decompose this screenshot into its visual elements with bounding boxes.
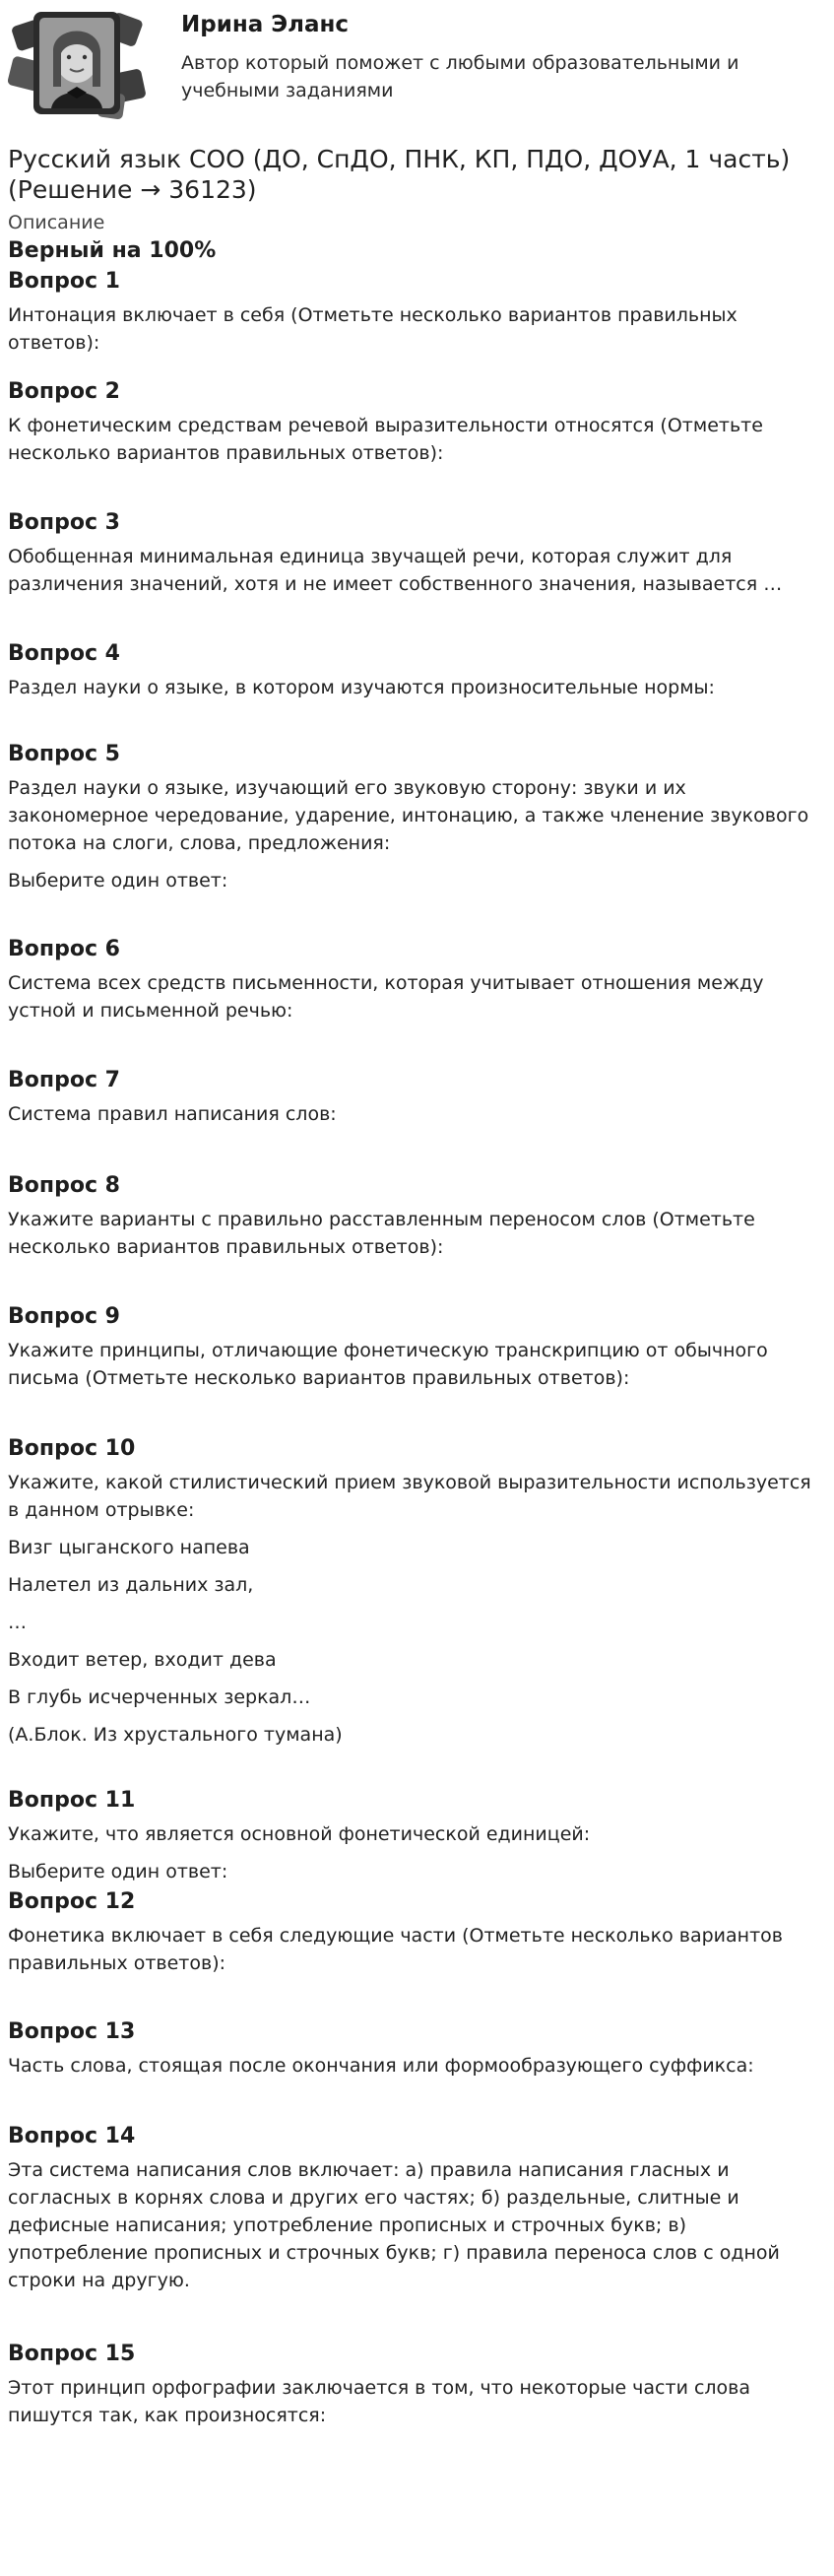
question-text: Выберите один ответ: <box>8 870 228 892</box>
question-body <box>8 774 825 894</box>
author-avatar[interactable] <box>8 8 146 122</box>
question-title: Вопрос 14 <box>8 2124 136 2148</box>
question-text: Эта система написания слов включает: а) правила написания гласных и согласных в корнях слова и других его частях; б) раздельные, слитные и дефисные написания; употребление прописных и строчных букв; в) употребление прописных и строчных букв; г) правила переноса слов с одной строки на другую. <box>8 2159 780 2291</box>
author-card <box>8 6 825 124</box>
question-title: Вопрос 6 <box>8 937 120 961</box>
question-text: Укажите, что является основной фонетической единицей: <box>8 1823 591 1845</box>
question-item <box>8 268 825 366</box>
question-body <box>8 1820 825 1885</box>
question-item <box>8 2123 825 2304</box>
question-text: Система всех средств письменности, которая учитывает отношения между устной и письменной речью: <box>8 972 764 1022</box>
question-body <box>8 1206 825 1261</box>
question-item <box>8 1888 825 1987</box>
question-item <box>8 640 825 711</box>
question-text: Укажите принципы, отличающие фонетическую транскрипцию от обычного письма (Отметьте несколько вариантов правильных ответов): <box>8 1340 768 1389</box>
question-title: Вопрос 4 <box>8 641 120 666</box>
question-item <box>8 1435 825 1758</box>
question-item <box>8 1787 825 1895</box>
question-body <box>8 1922 825 1977</box>
question-body <box>8 301 825 357</box>
question-item <box>8 936 825 1034</box>
question-title: Вопрос 9 <box>8 1304 120 1329</box>
question-item <box>8 741 825 904</box>
question-text: Фонетика включает в себя следующие части (Отметьте несколько вариантов правильных ответов): <box>8 1925 783 1974</box>
question-text: К фонетическим средствам речевой выразительности относятся (Отметьте несколько вариантов правильных ответов): <box>8 415 763 464</box>
question-title: Вопрос 12 <box>8 1889 136 1914</box>
question-body <box>8 969 825 1024</box>
question-title: Вопрос 1 <box>8 269 120 294</box>
question-text: Входит ветер, входит дева <box>8 1649 277 1671</box>
question-text: Раздел науки о языке, изучающий его звуковую сторону: звуки и их закономерное чередование, ударение, интонацию, а также членение звукового потока на слоги, слова, предложения: <box>8 777 809 854</box>
question-title: Вопрос 3 <box>8 510 120 535</box>
question-item <box>8 2018 825 2089</box>
question-text: … <box>8 1612 27 1633</box>
verified-label: Верный на 100% <box>8 238 217 263</box>
question-title: Вопрос 8 <box>8 1173 120 1198</box>
question-text: В глубь исчерченных зеркал… <box>8 1686 311 1708</box>
question-body <box>8 543 825 598</box>
question-title: Вопрос 2 <box>8 379 120 404</box>
author-name[interactable]: Ирина Эланс <box>181 12 350 37</box>
question-title: Вопрос 10 <box>8 1436 136 1461</box>
question-text: (А.Блок. Из хрустального тумана) <box>8 1724 343 1746</box>
question-text: Интонация включает в себя (Отметьте несколько вариантов правильных ответов): <box>8 304 738 354</box>
question-item <box>8 509 825 608</box>
question-item <box>8 1303 825 1402</box>
question-item <box>8 2341 825 2439</box>
question-title: Вопрос 7 <box>8 1068 120 1092</box>
question-title: Вопрос 11 <box>8 1788 136 1813</box>
question-text: Визг цыганского напева <box>8 1537 250 1558</box>
question-item <box>8 1172 825 1271</box>
question-text: Система правил написания слов: <box>8 1103 337 1125</box>
question-body <box>8 2052 825 2080</box>
question-item <box>8 1067 825 1138</box>
question-text: Обобщенная минимальная единица звучащей речи, которая служит для различения значений, хотя и не имеет собственного значения, называется … <box>8 546 783 595</box>
author-description: Автор который поможет с любыми образовательными и учебными заданиями <box>181 52 739 101</box>
question-item <box>8 378 825 477</box>
question-body <box>8 1100 825 1128</box>
question-text: Раздел науки о языке, в котором изучаются произносительные нормы: <box>8 677 715 698</box>
question-title: Вопрос 13 <box>8 2019 136 2044</box>
document-title: Русский язык СОО (ДО, СпДО, ПНК, КП, ПДО, ДОУА, 1 часть) (Решение → 36123) <box>8 145 791 204</box>
description-label: Описание <box>8 212 105 233</box>
question-text: Этот принцип орфографии заключается в том, что некоторые части слова пишутся так, как произносятся: <box>8 2377 751 2426</box>
question-text: Часть слова, стоящая после окончания или формообразующего суффикса: <box>8 2055 754 2077</box>
question-text: Укажите варианты с правильно расставленным переносом слов (Отметьте несколько вариантов правильных ответов): <box>8 1209 755 1258</box>
question-text: Налетел из дальних зал, <box>8 1574 254 1596</box>
question-body <box>8 1337 825 1392</box>
question-text: Выберите один ответ: <box>8 1861 228 1882</box>
question-title: Вопрос 5 <box>8 742 120 766</box>
question-title: Вопрос 15 <box>8 2342 136 2366</box>
question-body <box>8 2374 825 2429</box>
question-text: Укажите, какой стилистический прием звуковой выразительности используется в данном отрывке: <box>8 1472 811 1521</box>
question-body <box>8 2156 825 2294</box>
question-body <box>8 674 825 701</box>
question-body <box>8 1469 825 1749</box>
question-body <box>8 412 825 467</box>
